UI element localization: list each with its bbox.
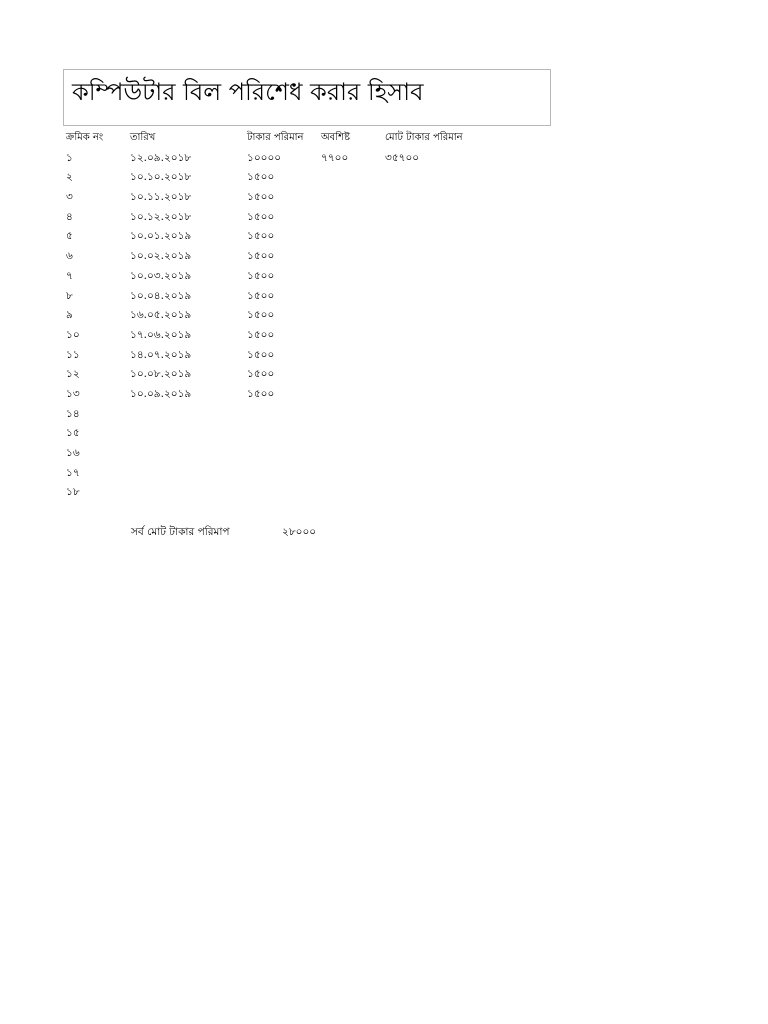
cell-total: ৩৫৭০০ [385,151,420,164]
cell-amount: ১৫০০ [247,191,275,204]
cell-serial: ১০ [66,328,80,341]
cell-serial: ১২ [66,368,80,381]
cell-amount: ১৫০০ [247,230,275,243]
cell-serial: ১৬ [66,447,80,459]
cell-serial: ৪ [66,210,73,223]
grand-total-value: ২৮০০০ [282,526,317,538]
cell-serial: ৬ [66,250,73,263]
cell-amount: ১৫০০ [247,368,275,381]
cell-date: ১০.০৪.২০১৯ [130,289,192,302]
cell-serial: ১১ [66,348,80,361]
header-total: মোট টাকার পরিমান [385,132,463,143]
cell-date: ১০.০৯.২০১৯ [130,387,192,400]
cell-serial: ১৫ [66,427,80,440]
cell-date: ১২.০৯.২০১৮ [130,151,192,164]
document-title: কম্পিউটার বিল পরিশেধ করার হিসাব [72,78,424,106]
header-serial: ক্রমিক নং [66,132,104,143]
cell-serial: ৩ [66,191,73,204]
cell-date: ১০.০৩.২০১৯ [130,269,192,282]
header-date: তারিখ [130,132,156,143]
cell-date: ১৬.০৫.২০১৯ [130,309,192,322]
cell-date: ১৭.০৬.২০১৯ [130,328,192,341]
title-box [63,69,551,126]
cell-date: ১০.১০.২০১৮ [130,171,192,184]
cell-amount: ১০০০০ [247,151,282,164]
cell-amount: ১৫০০ [247,328,275,341]
cell-date: ১০.০২.২০১৯ [130,250,192,263]
header-remaining: অবশিষ্ট [321,132,350,143]
cell-date: ১৪.০৭.২০১৯ [130,348,192,361]
cell-serial: ৭ [66,269,73,282]
cell-serial: ২ [66,171,73,184]
cell-serial: ১ [66,151,73,164]
cell-serial: ৯ [66,309,73,322]
cell-amount: ১৫০০ [247,269,275,282]
cell-date: ১০.১২.২০১৮ [130,210,192,223]
cell-serial: ৮ [66,289,73,302]
cell-serial: ১৪ [66,407,80,420]
cell-serial: ১৮ [66,486,80,499]
cell-amount: ১৫০০ [247,289,275,302]
cell-amount: ১৫০০ [247,348,275,361]
header-amount: টাকার পরিমান [247,132,304,143]
cell-amount: ১৫০০ [247,250,275,263]
cell-amount: ১৫০০ [247,210,275,223]
cell-date: ১০.০১.২০১৯ [130,230,192,243]
grand-total-label: সর্ব মোট টাকার পরিমাপ [131,526,230,538]
cell-serial: ১৩ [66,387,80,400]
cell-serial: ১৭ [66,466,80,479]
cell-amount: ১৫০০ [247,309,275,322]
cell-date: ১০.১১.২০১৮ [130,191,192,204]
cell-serial: ৫ [66,230,73,243]
cell-remaining: ৭৭০০ [321,151,349,164]
cell-amount: ১৫০০ [247,387,275,400]
cell-amount: ১৫০০ [247,171,275,184]
cell-date: ১০.০৮.২০১৯ [130,368,192,381]
